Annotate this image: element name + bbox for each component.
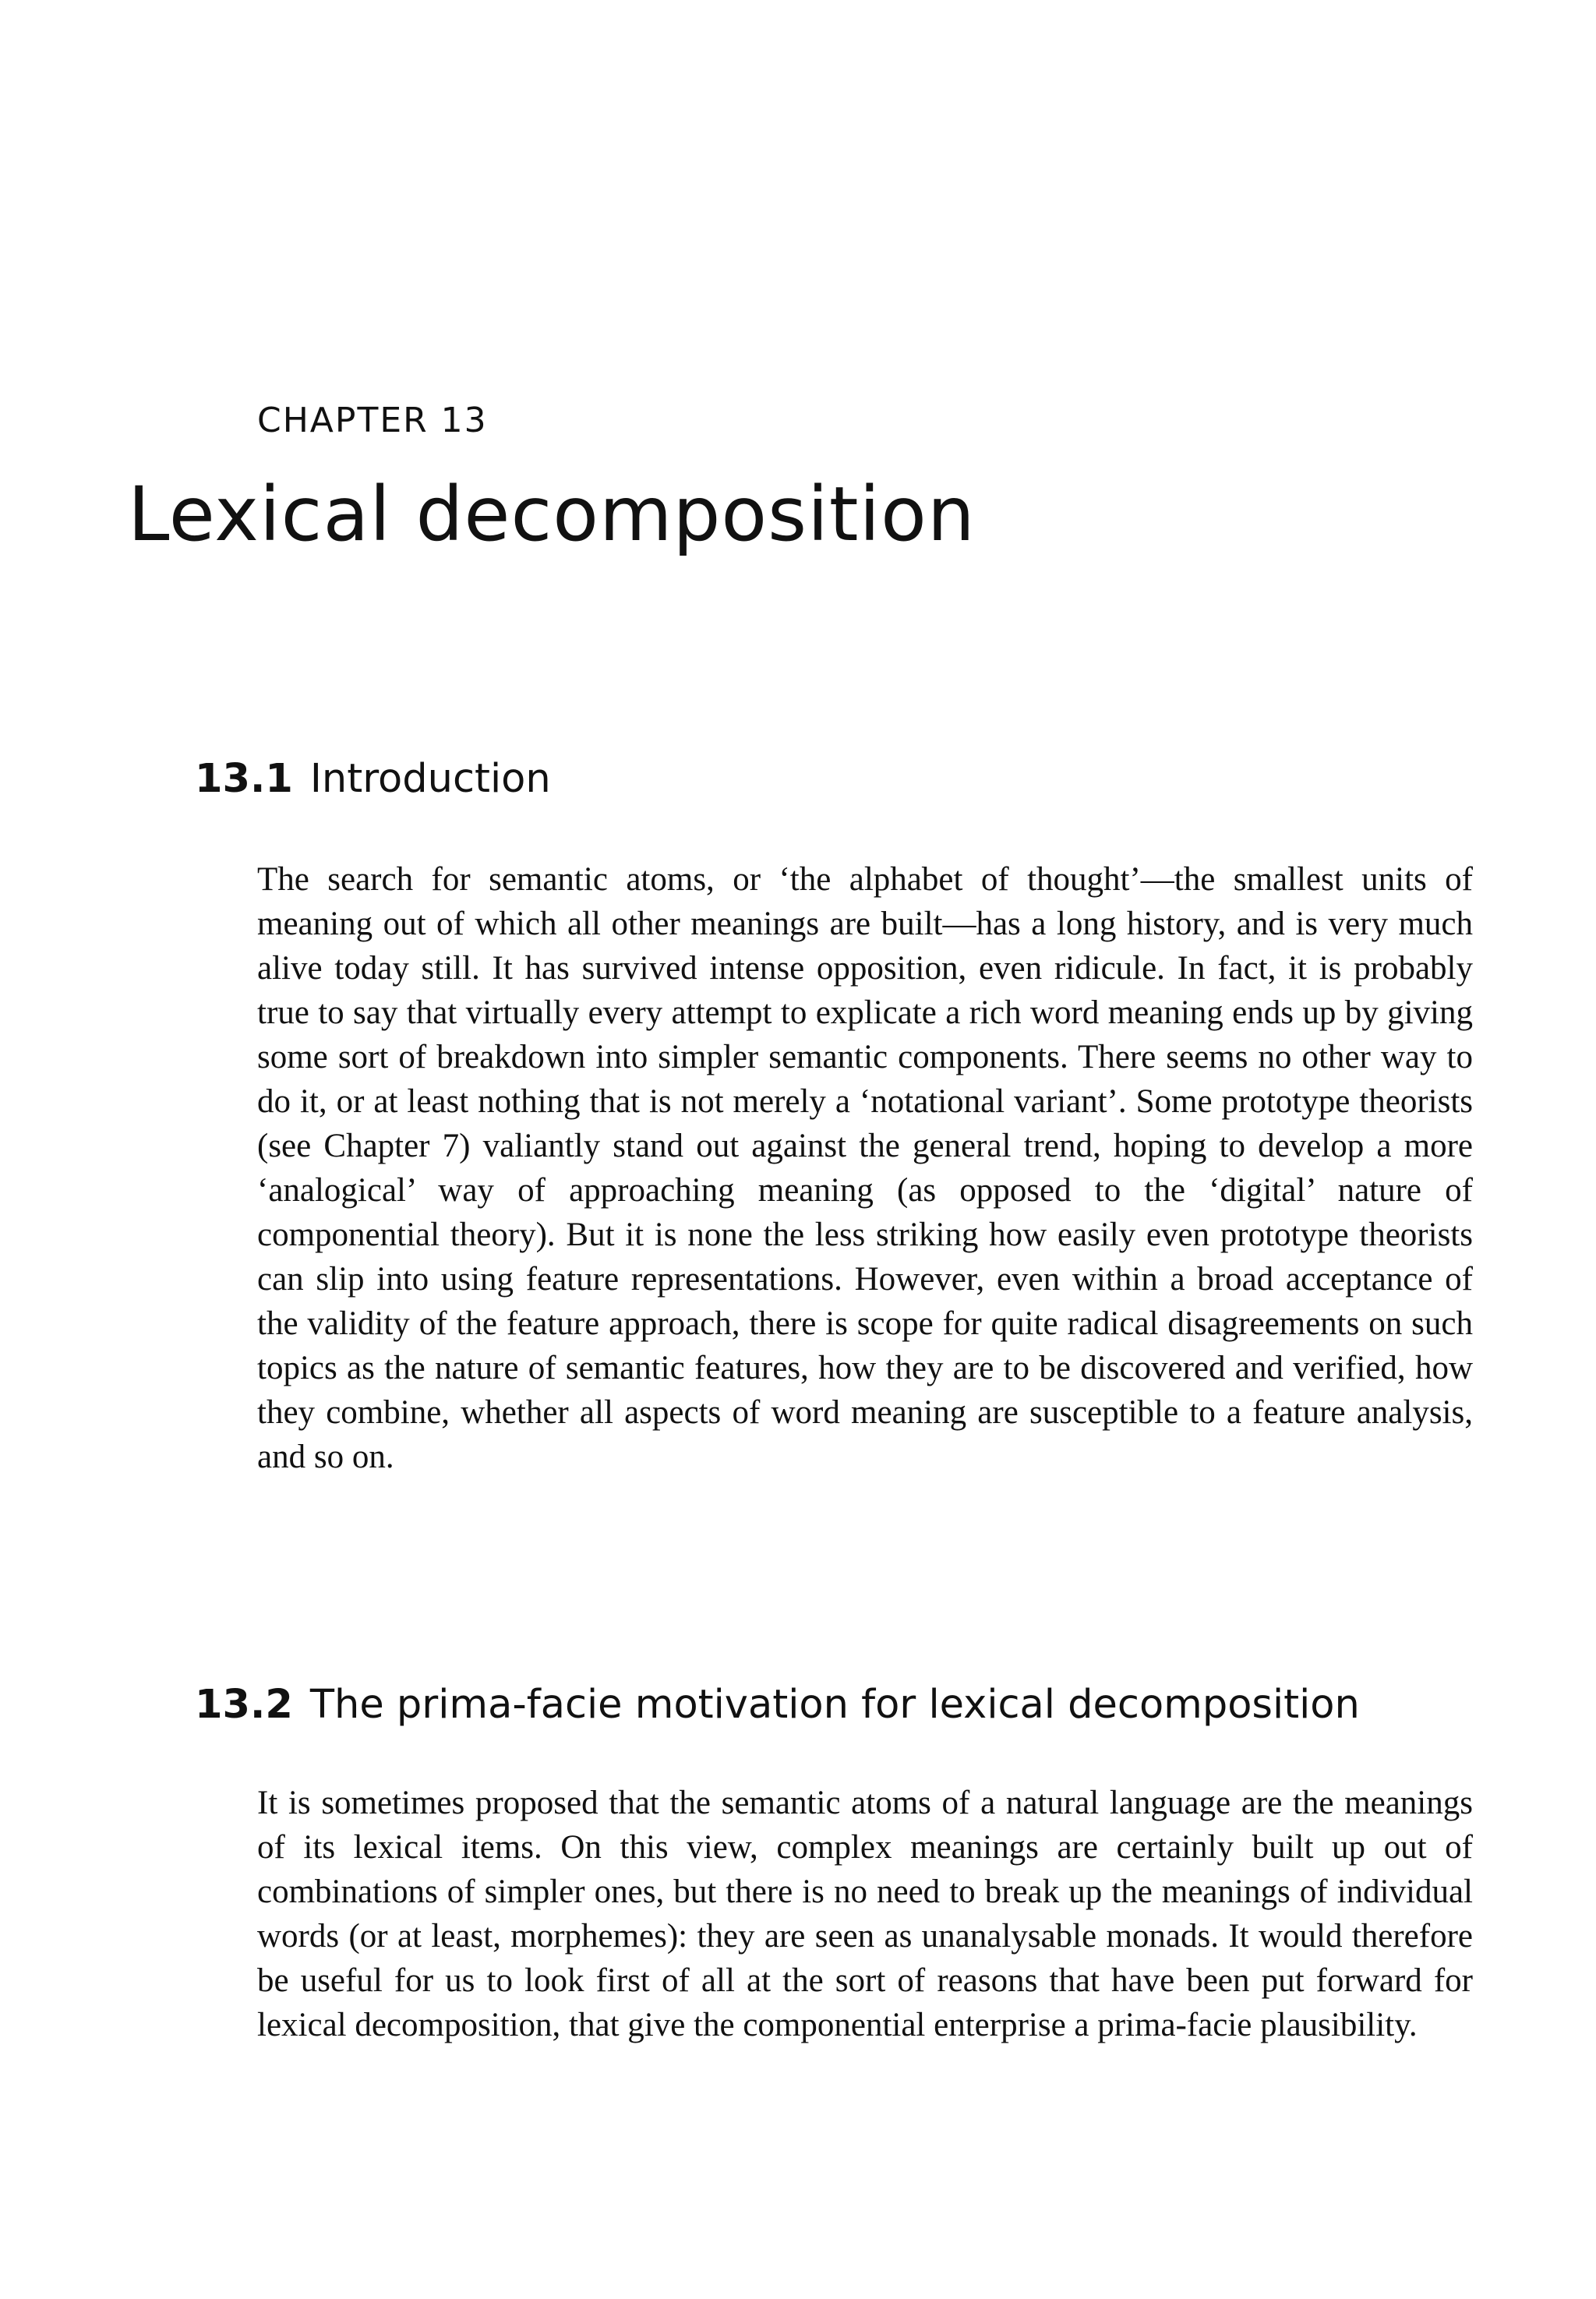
chapter-label: CHAPTER 13	[257, 401, 488, 440]
section-number: 13.1	[195, 756, 293, 802]
section-heading-motivation	[195, 1682, 1360, 1728]
chapter-title: Lexical decomposition	[128, 471, 976, 558]
introduction-paragraph: The search for semantic atoms, or ‘the alphabet of thought’—the smallest units of meaning out of which all other meanings are built—has a long history, and is very much alive today still. It has survived intense opposition, even ridicule. In fact, it is probably true to say that virtually every attempt to explicate a rich word meaning ends up by giving some sort of breakdown into simpler semantic components. There seems no other way to do it, or at least nothing that is not merely a ‘notational variant’. Some prototype theorists (see Chapter 7) valiantly stand out against the general trend, hoping to develop a more ‘analogical’ way of approaching meaning (as opposed to the ‘digital’ nature of componential theory). But it is none the less striking how easily even prototype theorists can slip into using feature representations. However, even within a broad acceptance of the validity of the feature approach, there is scope for quite radical disagreements on such topics as the nature of semantic features, how they are to be discovered and verified, how they combine, whether all aspects of word meaning are susceptible to a feature analysis, and so on.	[257, 861, 1473, 1475]
section-title: The prima-facie motivation for lexical decomposition	[309, 1682, 1360, 1728]
section-heading-introduction	[195, 756, 551, 802]
section-number: 13.2	[195, 1682, 293, 1728]
section-title: Introduction	[309, 756, 551, 802]
motivation-paragraph: It is sometimes proposed that the semantic atoms of a natural language are the meanings of its lexical items. On this view, complex meanings are certainly built up out of combinations of simpler ones, but there is no need to break up the meanings of individual words (or at least, morphemes): they are seen as unanalysable monads. It would therefore be useful for us to look first of all at the sort of reasons that have been put forward for lexical decomposition, that give the componential enterprise a prima-facie plausibility.	[257, 1785, 1473, 2043]
